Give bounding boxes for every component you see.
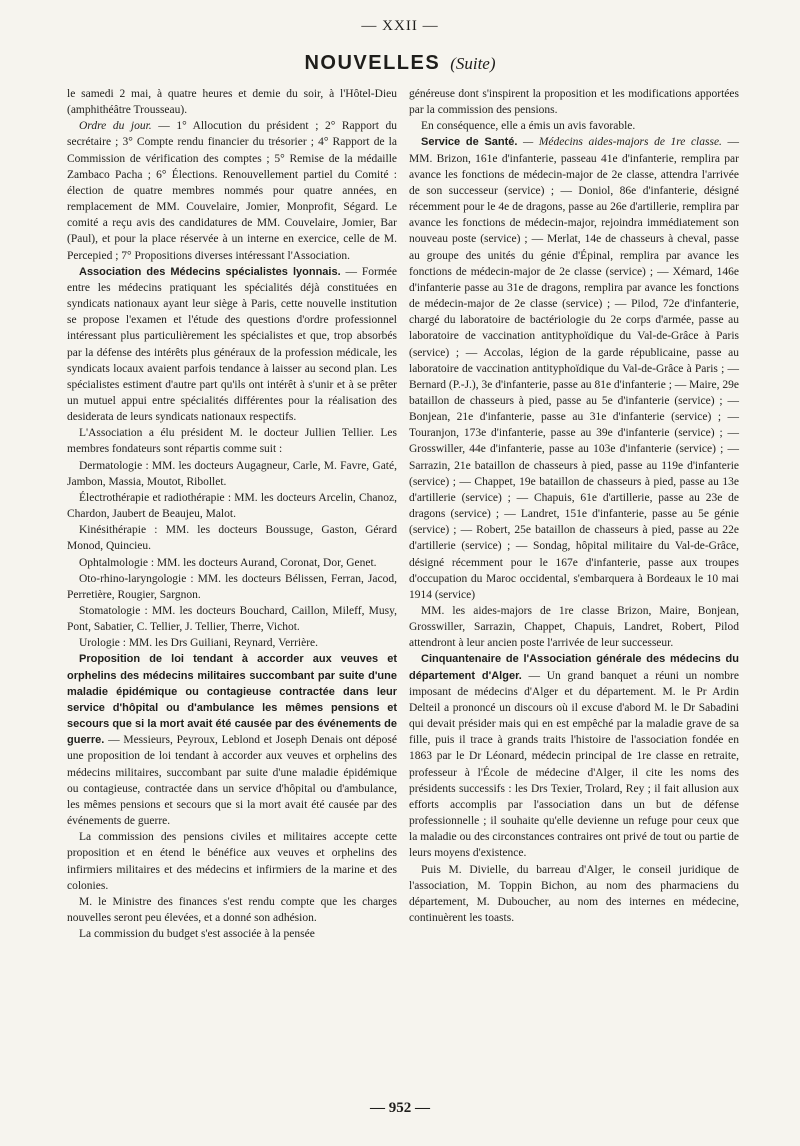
paragraph-heading: Association des Médecins spécialistes lyonnais. (79, 265, 341, 278)
paragraph-heading: Proposition de loi tendant à accorder aux veuves et orphelins des médecins militaires succombant par suite d'une maladie épidémique ou contagieuse contractée dans leur service d'hôpital ou d'ambulance les mêmes pensions et secours que si la mort avait été causée par des événements de guerre. (67, 653, 397, 747)
paragraph-text: — Messieurs, Peyroux, Leblond et Joseph Denais ont déposé une proposition de loi tendant à accorder aux veuves et orphelins des médecins militaires, succombant par suite d'une maladie épidémique ou contagieuse, contractée dans un service d'hôpital ou d'ambulance, les mêmes pensions et secours que si la mort avait été causée par des événements de guerre. (67, 734, 397, 828)
list-item-oto-rhino: Oto-rhino-laryngologie : MM. les docteurs Bélissen, Ferran, Jacod, Perretière, Rougier, Sargnon. (67, 572, 397, 601)
paragraph-text: — Formée entre les médecins pratiquant les spécialités déjà constituées en syndicats nationaux ayant leur siège à Paris, cette nouvelle institution se propose l'examen et l'étude des questions d'ordre professionnel intéressant plus particulièrement les spécialistes et que, trop absorbés par la défense des intérêts plus généraux de la profession médicale, les syndicats locaux avaient parfois tendance à laisser au second plan. Les spécialistes estiment d'autre part qu'ils ont intérêt à s'unir et à se prêter un mutuel appui entre spécialités différentes pour la réalisation des desiderata de leurs syndicats nationaux respectifs. (67, 265, 397, 424)
section-title-main: NOUVELLES (304, 52, 441, 74)
list-item-kinesitherapie: Kinésithérapie : MM. les docteurs Boussuge, Gaston, Gérard Monod, Quincieu. (67, 524, 397, 553)
paragraph-text: — Un grand banquet a réuni un nombre imposant de médecins d'Alger et du département. M. le Pr Ardin Delteil a prononcé un discours où il excuse d'abord M. le Dr Sabadini qui devait présider mais qui en est empêché par la maladie grave de sa fille, puis il trace à grands traits l'histoire de l'association fondée en 1863 par le Dr Léonard, médecin principal de 1re classe en retraite, professeur à l'École de médecine d'Alger, il cite les noms des présidents successifs : les Drs Texier, Trolard, Rey ; il fait allusion aux efforts accomplis par l'association dans un but de défense professionnelle ; il souhaite qu'elle devienne un refuge pour ceux que la maladie ou des circonstances contraires ont privé de tout ou partie de leurs moyens d'existence. (409, 669, 739, 860)
paragraph: L'Association a élu président M. le docteur Jullien Tellier. Les membres fondateurs sont répartis comme suit : (67, 427, 397, 456)
paragraph: La commission du budget s'est associée à la pensée (79, 928, 315, 941)
left-column (67, 86, 397, 942)
paragraph: La commission des pensions civiles et militaires accepte cette proposition et en étend le bénéfice aux veuves et orphelins des infirmiers militaires et des médecins et infirmiers de la marine et des colonies. (67, 831, 397, 892)
paragraph-subheading: — Médecins aides-majors de 1re classe. (517, 136, 722, 149)
inline-label: Ordre du jour. (79, 120, 152, 133)
paragraph: M. le Ministre des finances s'est rendu compte que les charges nouvelles seront peu élevées, et a donné son adhésion. (67, 895, 397, 924)
list-item-electrotherapie: Électrothérapie et radiothérapie : MM. les docteurs Arcelin, Chanoz, Chardon, Jaubert de Beaujeu, Malot. (67, 491, 397, 521)
paragraph-association-lyonnais (67, 264, 397, 426)
page-number: — 952 — (370, 1100, 430, 1116)
list-item-stomatologie: Stomatologie : MM. les docteurs Bouchard, Caillon, Mileff, Musy, Pont, Sabatier, C. Tellier, J. Tellier, Therre, Vichot. (67, 605, 397, 634)
paragraph-proposition-de-loi (67, 651, 397, 829)
paragraph: le samedi 2 mai, à quatre heures et demie du soir, à l'Hôtel-Dieu (amphithéâtre Trousseau). (67, 88, 397, 117)
list-item-ophtalmologie: Ophtalmologie : MM. les docteurs Aurand, Coronat, Dor, Genet. (79, 556, 377, 569)
section-title (0, 52, 800, 75)
right-column (409, 86, 739, 926)
list-item-urologie: Urologie : MM. les Drs Guiliani, Reynard, Verrière. (79, 637, 319, 650)
paragraph: En conséquence, elle a émis un avis favorable. (421, 120, 636, 133)
paragraph-text: — 1° Allocution du président ; 2° Rapport du secrétaire ; 3° Compte rendu financier du trésorier ; 4° Rapport de la Commission de vérification des comptes ; 5° Remise de la médaille Zambaco Pacha ; 6° Élections. Renouvellement partiel du Comité : élection de quatre membres nommés pour quatre années, en remplacement de MM. Couvelaire, Jomier, Monprofit, Ségard. Le comité a reçu avis des candidatures de MM. Couvelaire, Jomier, Bar (Paul), et pour la place réservée à un interne en exercice, celle de M. Percepied ; 7° Propositions diverses intéressant l'Association. (67, 120, 398, 262)
paragraph-text: — MM. Brizon, 161e d'infanterie, passeau 41e d'infanterie, remplira par avance les fonctions de médecin-major de 2e classe, attendra l'arrivée de son successeur (service) ; — Doniol, 86e d'infanterie, désigné récemment pour le 4e de dragons, passe au 26e d'artillerie, remplira par avance les fonctions de médecin-major, rejoindra immédiatement son nouveau poste (service) ; — Merlat, 14e de chasseurs à cheval, passe au groupe des unités du génie d'Épinal, remplira par avance les fonctions de médecin-major de 2e classe (service) ; — Xémard, 146e d'infanterie passe au 31e de dragons, remplira par avance les fonctions de médecin-major de 2e classe (service) ; — Pilod, 72e d'infanterie, chargé du laboratoire de bactériologie du 2e corps d'armée, passe au laboratoire de vaccination antityphoïdique du Val-de-Grâce à Paris (service) ; — Accolas, légion de la garde républicaine, passe au laboratoire de vaccination antityphoïdique du Val-de-Grâce à Paris ; — Bernard (P.-J.), 3e d'infanterie, passe au 81e d'infanterie ; — Maire, 29e bataillon de chasseurs à pied, passe au 5e d'infanterie (service) ; — Bonjean, 21e d'infanterie, passe au 31e d'infanterie (service) ; — Touranjon, 173e d'infanterie, passe au 39e d'infanterie (service) ; — Grosswiller, 44e d'infanterie, passe au 103e d'infanterie (service) ; — Sarrazin, 21e bataillon de chasseurs à pied, passe au 119e d'infanterie (service) ; — Chappet, 19e bataillon de chasseurs à pied, passe au 13e d'artillerie (service) ; — Chapuis, 61e d'artillerie, passe au 23e de dragons (service) ; — Landret, 151e d'infanterie, passe au 5e génie (service) ; — Robert, 25e bataillon de chasseurs à pied, passe au 22e d'artillerie (service) ; — Sondag, hôpital militaire du Val-de-Grâce, désigné récemment pour le 167e d'infanterie, passe aux troupes d'occupation du Maroc occidental, s'embarquera à Bordeaux le 10 mai 1914 (service) (409, 136, 739, 601)
paragraph: Puis M. Divielle, du barreau d'Alger, le conseil juridique de l'association, M. Toppin Bichon, au nom des pharmaciens du département, M. Duboucher, au nom des internes en médecine, continuèrent les toasts. (409, 863, 739, 924)
paragraph: généreuse dont s'inspirent la proposition et les modifications apportées par la commission des pensions. (409, 88, 739, 117)
section-title-suite: (Suite) (450, 54, 496, 73)
page-header-roman: — XXII — (361, 18, 439, 34)
paragraph-ordre-du-jour (67, 118, 397, 263)
paragraph-heading: Service de Santé. (421, 136, 518, 149)
paragraph-service-de-sante (409, 134, 739, 603)
paragraph-cinquantenaire (409, 651, 739, 861)
paragraph: MM. les aides-majors de 1re classe Brizon, Maire, Bonjean, Grosswiller, Sarrazin, Chappet, Chapuis, Landret, Robert, Pilod attendront à leur ancien poste l'arrivée de leur successeur. (409, 605, 739, 650)
list-item-dermatologie: Dermatologie : MM. les docteurs Augagneur, Carle, M. Favre, Gaté, Jambon, Massia, Moutot, Ribollet. (67, 459, 397, 488)
paragraph-heading: Cinquantenaire de l'Association générale des médecins du département d'Alger. (409, 653, 739, 682)
